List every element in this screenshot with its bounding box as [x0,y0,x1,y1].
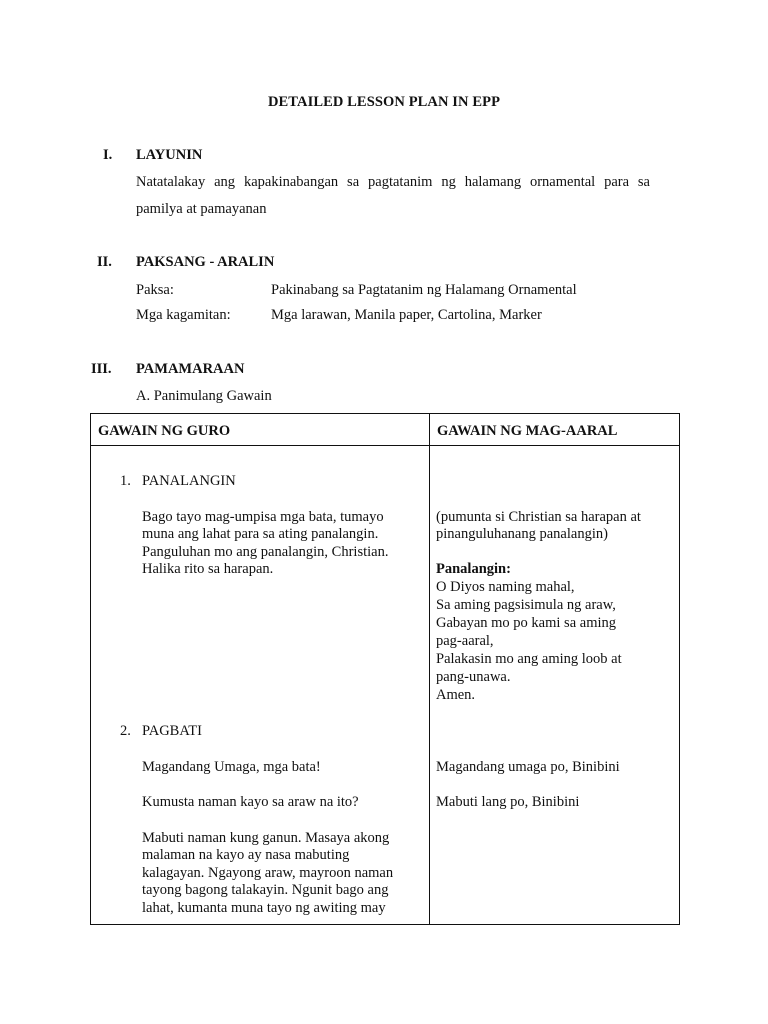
section-heading-layunin: LAYUNIN [136,147,203,163]
kagamitan-value: Mga larawan, Manila paper, Cartolina, Marker [271,307,542,323]
prayer-label: Panalangin: [436,561,511,577]
section-heading-paksang-aralin: PAKSANG - ARALIN [136,254,275,270]
section-heading-pamamaraan: PAMAMARAAN [136,361,245,377]
mag-aaral-activities-cell [430,446,680,925]
section-number-iii: III. [91,361,112,377]
guro-prayer-line-1: Bago tayo mag-umpisa mga bata, tumayo [142,509,384,525]
item-title-panalangin: PANALANGIN [142,473,236,489]
guro-pagbati-line-4: tayong bagong talakayin. Ngunit bago ang [142,882,389,898]
guro-pagbati-line-2: malaman na kayo ay nasa mabuting [142,847,350,863]
document-title: DETAILED LESSON PLAN IN EPP [267,94,501,110]
column-header-mag-aaral: GAWAIN NG MAG-AARAL [437,423,618,439]
paksa-value: Pakinabang sa Pagtatanim ng Halamang Ornamental [271,282,577,298]
prayer-line-5: Palakasin mo ang aming loob at [436,651,622,667]
section-number-i: I. [103,147,113,163]
item-number-1: 1. [120,473,131,489]
guro-greeting-2: Kumusta naman kayo sa araw na ito? [142,794,359,810]
column-header-guro: GAWAIN NG GURO [98,423,231,439]
guro-pagbati-line-1: Mabuti naman kung ganun. Masaya akong [142,830,390,846]
pamamaraan-subheading: A. Panimulang Gawain [136,388,272,404]
prayer-line-1: O Diyos naming mahal, [436,579,575,595]
prayer-line-3: Gabayan mo po kami sa aming [436,615,616,631]
student-action-line-2: pinanguluhanang panalangin) [436,526,608,542]
prayer-line-6: pang-unawa. [436,669,511,685]
guro-prayer-line-2: muna ang lahat para sa ating panalangin. [142,526,379,542]
kagamitan-label: Mga kagamitan: [136,307,231,323]
header-cell-guro [91,414,430,446]
item-title-pagbati: PAGBATI [142,723,202,739]
layunin-text-line-2: pamilya at pamayanan [136,201,267,217]
layunin-text-line-1: Natatalakay ang kapakinabangan sa pagtatanim ng halamang ornamental para sa [136,174,650,190]
guro-prayer-line-4: Halika rito sa harapan. [142,561,274,577]
lesson-activity-table [90,413,680,925]
prayer-line-4: pag-aaral, [436,633,494,649]
guro-activities-cell [91,446,430,925]
student-action-line-1: (pumunta si Christian sa harapan at [436,509,641,525]
paksa-label: Paksa: [136,282,174,298]
guro-pagbati-line-5: lahat, kumanta muna tayo ng awiting may [142,900,386,916]
section-number-ii: II. [97,254,112,270]
guro-greeting-1: Magandang Umaga, mga bata! [142,759,321,775]
student-reply-2: Mabuti lang po, Binibini [436,794,580,810]
prayer-line-2: Sa aming pagsisimula ng araw, [436,597,616,613]
item-number-2: 2. [120,723,131,739]
student-reply-1: Magandang umaga po, Binibini [436,759,620,775]
prayer-line-7: Amen. [436,687,476,703]
header-cell-mag-aaral [430,414,680,446]
guro-pagbati-line-3: kalagayan. Ngayong araw, mayroon naman [142,865,394,881]
guro-prayer-line-3: Panguluhan mo ang panalangin, Christian. [142,544,389,560]
